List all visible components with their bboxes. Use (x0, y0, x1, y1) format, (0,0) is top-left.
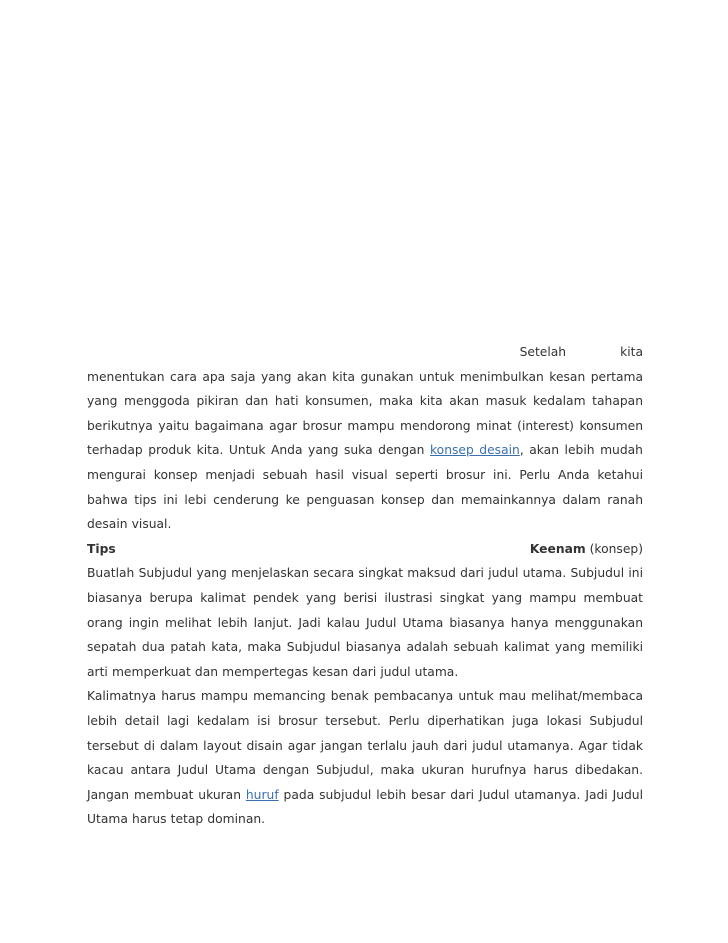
tips-heading (87, 537, 643, 562)
kalimat-paragraph (87, 684, 643, 832)
para3-text-after-link: pada subjudul lebih besar dari Judul utamanya. Jadi Judul Utama harus tetap dominan. (87, 787, 643, 827)
intro-paragraph (87, 365, 643, 537)
intro-lead-word: Setelah (519, 345, 567, 359)
intro-lead-line (87, 340, 643, 365)
tips-label: Tips (87, 541, 116, 556)
document-page (87, 340, 643, 832)
huruf-link[interactable]: huruf (245, 787, 279, 802)
tips-number: Keenam (529, 541, 586, 556)
para3-text-before-link: Kalimatnya harus mampu memancing benak pembacanya untuk mau melihat/membaca lebih detail lagi kedalam isi brosur tersebut. Perlu diperhatikan juga lokasi Subjudul tersebut di dalam layout disain agar jangan terlalu jauh dari judul utamanya. Agar tidak kacau antara Judul Utama dengan Subjudul, maka ukuran hurufnya harus dibedakan. Jangan membuat ukuran (87, 689, 643, 802)
intro-text-after-link: , akan lebih mudah mengurai konsep menjadi sebuah hasil visual seperti brosur ini. Perlu Anda ketahui bahwa tips ini lebi cenderung ke penguasan konsep dan memainkannya dalam ranah desain visual. (87, 443, 643, 532)
intro-lead-word-2: kita (620, 345, 643, 359)
tips-suffix: (konsep) (589, 541, 643, 556)
tips-title (530, 537, 643, 562)
subjudul-paragraph: Buatlah Subjudul yang menjelaskan secara singkat maksud dari judul utama. Subjudul ini biasanya berupa kalimat pendek yang berisi ilustrasi singkat yang mampu membuat orang ingin melihat lebih lanjut. Jadi kalau Judul Utama biasanya hanya menggunakan sepatah dua patah kata, maka Subjudul biasanya adalah sebuah kalimat yang memiliki arti memperkuat dan mempertegas kesan dari judul utama. (87, 566, 643, 679)
konsep-desain-link[interactable]: konsep desain (429, 443, 520, 458)
intro-text-before-link: menentukan cara apa saja yang akan kita gunakan untuk menimbulkan kesan pertama yang menggoda pikiran dan hati konsumen, maka kita akan masuk kedalam tahapan berikutnya yaitu bagaimana agar brosur mampu mendorong minat (interest) konsumen terhadap produk kita. Untuk Anda yang suka dengan (87, 369, 643, 458)
